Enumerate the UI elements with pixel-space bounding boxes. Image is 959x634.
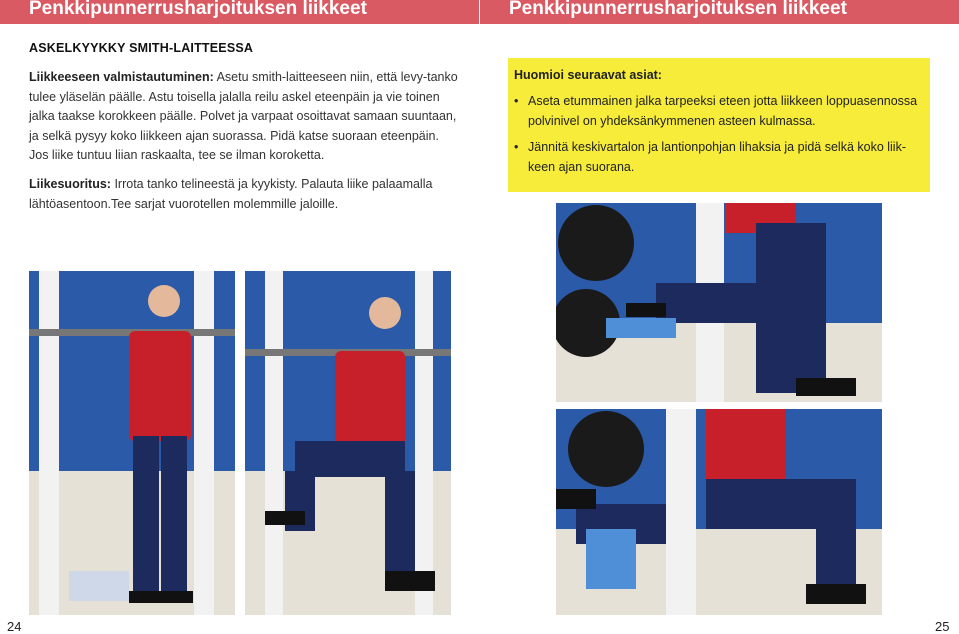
header-left-title: Penkkipunnerrusharjoituksen liikkeet — [29, 0, 367, 19]
page-number-right: 25 — [935, 619, 950, 634]
notice-list — [514, 92, 924, 177]
header-left — [0, 0, 479, 24]
execution-paragraph — [29, 175, 459, 214]
notice-title: Huomioi seuraavat asiat: — [514, 68, 662, 82]
notice-item: • Aseta etummainen jalka tarpeeksi eteen jotta liikkeen loppuasennossa polvinivel on yhdeksänkymmenen asteen kulmassa. — [514, 92, 924, 131]
photo-start-position — [29, 271, 235, 615]
preparation-text: Asetu smith-laitteeseen niin, että levy-tanko tulee yläselän päälle. Astu toisella jalalla reilu askel eteenpäin ja vie toinen jalka taakse korokkeen päälle. Polvet ja varpaat osoittavat samaan suuntaan, ja selkä pysyy koko liikkeen ajan suorassa. Pidä katse suoraan eteenpäin. Jos liike tuntuu liian raskaalta, tee se ilman koroketta. — [29, 70, 458, 162]
preparation-paragraph — [29, 68, 459, 166]
photo-lunge-position — [245, 271, 451, 615]
header-right-title: Penkkipunnerrusharjoituksen liikkeet — [509, 0, 847, 19]
notice-item: • Jännitä keskivartalon ja lantionpohjan lihaksia ja pidä selkä koko liik-keen ajan suorana. — [514, 138, 924, 177]
photo-rear-foot-top — [556, 203, 882, 402]
exercise-title: ASKELKYYKKY SMITH-LAITTEESSA — [29, 41, 254, 55]
execution-label: Liikesuoritus: — [29, 177, 111, 191]
execution-text: Irrota tanko telineestä ja kyykisty. Palauta liike palaamalla lähtöasentoon.Tee sarjat vuorotellen molemmille jaloille. — [29, 177, 433, 211]
page-number-left: 24 — [7, 619, 22, 634]
photo-rear-foot-bottom — [556, 409, 882, 615]
notice-box — [508, 58, 930, 192]
header-right — [480, 0, 959, 24]
preparation-label: Liikkeeseen valmistautuminen: — [29, 70, 214, 84]
